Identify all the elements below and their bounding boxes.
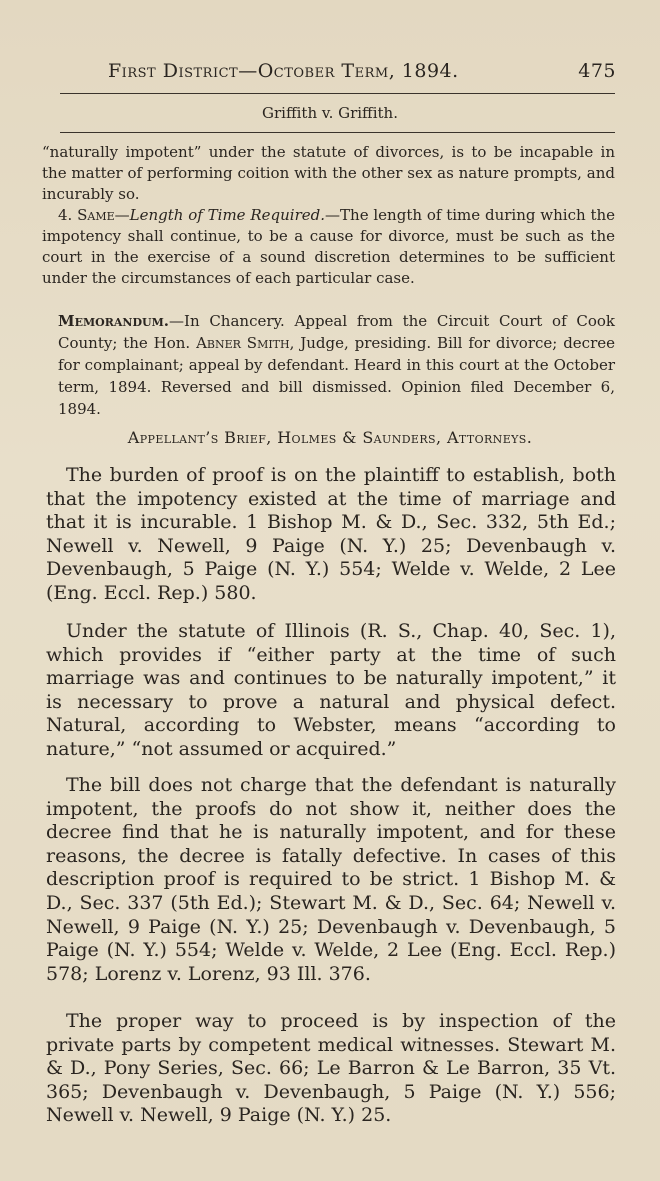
memorandum	[58, 310, 615, 420]
memorandum-text-2: , Judge, presiding. Bill for divorce; decree for complainant; appeal by defendant. Heard in this court at the October term, 1894. Reversed and bill dismissed. Opinion filed December 6, 1894.	[58, 334, 615, 418]
headnote-number: 4.	[58, 206, 73, 224]
headnote-paragraph-3: “naturally impotent” under the statute of divorces, is to be incapable in the matter of performing coition with the other sex as nature prompts, and incurably so.	[42, 143, 615, 203]
headnote-text: —The length of time during which the impotency shall continue, to be a cause for divorce, must be such as the court in the exercise of a sound discretion determines to be sufficient under the circumstances of each particular case.	[42, 206, 616, 287]
headnote-dash: —	[114, 206, 130, 224]
memorandum-label: Memorandum.	[58, 312, 170, 330]
brief-paragraph-text: The bill does not charge that the defendant is naturally impotent, the proofs do not show it, neither does the decree find that he is naturally impotent, and for these reasons, the decree is fatally defective. In cases of this description proof is required to be strict. 1 Bishop M. & D., Sec. 337 (5th Ed.); Stewart M. & D., Sec. 64; Newell v. Newell, 9 Paige (N. Y.) 25; Devenbaugh v. Devenbaugh, 5 Paige (N. Y.) 554; Welde v. Welde, 2 Lee (Eng. Eccl. Rep.) 578; Lorenz v. Lorenz, 93 Ill. 376.	[46, 774, 616, 985]
brief-paragraph-text: Under the statute of Illinois (R. S., Chap. 40, Sec. 1), which provides if “either party at the time of such marriage was and continues to be naturally impotent,” it is necessary to prove a natural and physical defect. Natural, according to Webster, means “according to nature,” “not assumed or acquired.”	[46, 620, 616, 760]
running-title: First District—October Term, 1894.	[108, 60, 459, 82]
brief-paragraph	[46, 464, 616, 606]
brief-heading: Appellant’s Brief, Holmes & Saunders, Attorneys.	[127, 428, 533, 447]
running-head	[108, 60, 616, 82]
page-number: 475	[578, 60, 616, 82]
headnote-subject: Length of Time Required.	[129, 206, 326, 224]
brief-paragraph	[46, 774, 616, 986]
headnote-paragraph-4	[42, 205, 615, 289]
brief-paragraph	[46, 620, 616, 762]
judge-name: Abner Smith	[196, 334, 290, 352]
brief-paragraph-text: The burden of proof is on the plaintiff to establish, both that the impotency existed at the time of marriage and that it is incurable. 1 Bishop M. & D., Sec. 332, 5th Ed.; Newell v. Newell, 9 Paige (N. Y.) 25; Devenbaugh v. Devenbaugh, 5 Paige (N. Y.) 554; Welde v. Welde, 2 Lee (Eng. Eccl. Rep.) 580.	[46, 464, 616, 604]
brief-paragraph-text: The proper way to proceed is by inspection of the private parts by competent medical witnesses. Stewart M. & D., Pony Series, Sec. 66; Le Barron & Le Barron, 35 Vt. 365; Devenbaugh v. Devenbaugh, 5 Paige (N. Y.) 556; Newell v. Newell, 9 Paige (N. Y.) 25.	[46, 1010, 616, 1127]
brief-paragraph	[46, 1010, 616, 1128]
headnote-label: Same	[77, 206, 115, 224]
header-rule	[60, 93, 615, 94]
case-title-rule	[60, 132, 615, 133]
case-title: Griffith v. Griffith.	[262, 104, 398, 122]
memorandum-text-1: —In Chancery. Appeal from the Circuit Court of Cook County; the Hon.	[58, 312, 615, 352]
